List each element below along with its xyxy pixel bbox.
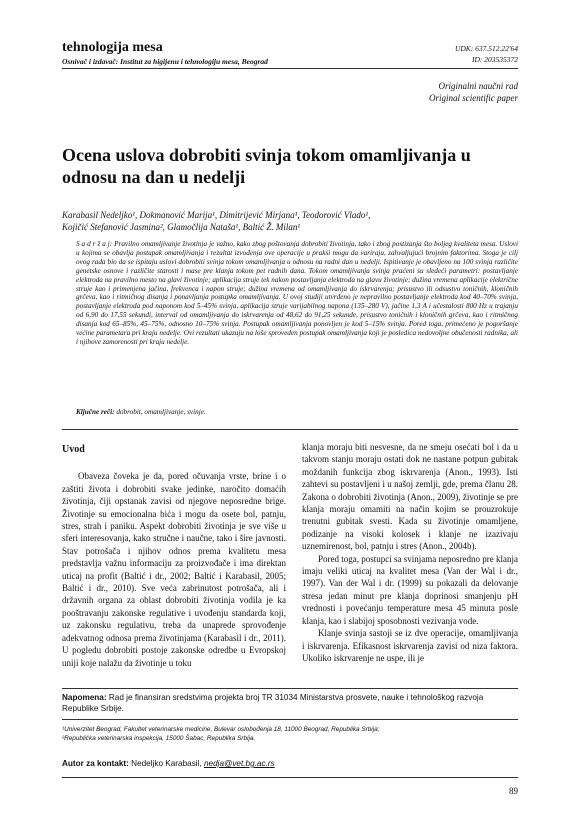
paper-type <box>429 80 518 104</box>
affiliation-1: ¹Univerzitet Beograd, Fakultet veterinarske medicine, Bulevar oslobođenja 18, 11000 Beograd, Republika Srbija; <box>62 726 380 733</box>
authors-line-1: Karabasil Nedeljko¹, Dokmanović Marija¹, Dimitrijević Mirjana¹, Teodorović Vlado¹, <box>62 210 371 220</box>
contact-author <box>62 759 275 768</box>
keywords-label: Ključne reči: <box>76 408 115 416</box>
paragraph: klanja moraju biti nesvesne, da ne smeju osećati bol i da u takvom stanju moraju ostati dok ne nastane potpun gubitak moždanih funkcija zbog iskrvarenja (Anon., 1993). Isti zahtevi su postavljeni i u našoj zemlji, gde, prema članu 28. Zakona o dobrobiti životinja (Anon., 2009), životinje se pre klanja moraju omamiti na način kojim se prouzrokuje trenutni gubitak svesti. Kada su životinje omamljene, podizanje na visoki kolosek i klanje ne izazivaju uznemirenost, bol, patnju i stres (Anon., 2004b). <box>302 442 518 552</box>
paper-type-sr: Originalni naučni rad <box>438 81 518 91</box>
paragraph: Obaveza čoveka je da, pored očuvanja vrste, brine i o zaštiti života i dobrobiti svake jedinke, naročito domaćih životinja, čiji opstanak zavisi od njegove neposredne brige. Životinje su emocionalna bića i mogu da osete bol, patnju, stres, strah i paniku. Aspekt dobrobiti životinja je sve više u sferi interesovanja, kako stručne i naučne, tako i šire javnosti. Stav potrošača i njihov odnos prema kvalitetu mesa predstavlja važnu informaciju za proizvođače i ima direktan uticaj na profit (Baltić i dr., 2002; Baltić i Karabasil, 2005; Baltić i dr., 2010). Sve veća zabrinutost potrošača, ali i državnih organa za oblast dobrobiti životinja vodila je ka pooštravanju zakonske regulative i uvođenju standarda koji, uz zakonsku regulativu, treba da unaprede sprovođenje adekvatnog odnosa prema životinjama (Karabasil i dr., 2011). U pogledu dobrobiti postoje zakonske odredbe u Evropskoj uniji koje nalažu da životinje u toku <box>62 471 286 668</box>
note-label: Napomena: <box>62 693 107 702</box>
contact-label: Autor za kontakt: <box>62 759 129 768</box>
abstract-label: S a d r ž a j: <box>76 240 113 248</box>
abstract-text: Pravilno omamljivanje životinja je važno, kako zbog poštovanja dobrobiti životinja, tako i zbog postizanja što boljeg kvaliteta mesa. Uslovi u kojima se obavlja postupak omamljivanja i rezultat izvođenja ove operacije u praksi mogu da variraju, zahvaljujući brojnim faktorima. Stoga je cilj ovog rada bio da se ispitaju uslovi dobrobiti svinja tokom omamljivanja u odnosu na radni dan u nedelji. Ispitivanje je obavljeno na 100 svinja različite genetske osnove i različite starosti i mase pre klanja tokom pet radnih dana. Tokom omamljivanja svinja praćeni su sledeći parametri: postavljanje elektroda na pravilno mesto na glavi životinje; aplikacija struje tek nakon postavljanja elektroda na glavu životinje; dužina vremena aplikacije električne struje kao i primenjena jačina, frekvenca i napon struje; dužina vremena od omamljivanja do iskrvarenja; prisustvo ili odsustvo toničnih, kloničnih grčeva, kao i ritmičnog disanja i ponavljanja postupka omamljivanja. U ovoj studiji utvrđeno je nepravilno postavljanje elektroda kod 40–70% svinja, postavljanje elektroda pod naponom kod 5–45% svinja, aplikacija struje varijabilnog napona (135–280 V), jačine 1,3 A i učestalosti 800 Hz u trajanju od 6,90 do 17,55 sekundi, interval od omamljivanja do iskrvarenja od 48,62 do 91,25 sekunde, prisustvo toničnih i kloničnih grčeva, kao i ritmičnog disanja kod 65–85%, 45–75%, odnosno 10–75% svinja. Postupak omamljivanja ponovljen je kod 5–15% svinja. Pored toga, primećeno je pogoršanje većine parametara pri kraju nedelje. Ovi rezultati ukazuju na loše sproveden postupak omamljivanja koji je posledica nedovoljne obučenosti radnika, ali i njihove zamorenosti pri kraju nedelje. <box>76 240 518 346</box>
authors-line-2: Kojičić Stefanović Jasmina², Glamočlija Nataša¹, Baltić Ž. Milan¹ <box>62 222 301 232</box>
paragraph: Klanje svinja sastoji se iz dve operacije, omamljivanja i iskrvarenja. Efikasnost iskrvarenja zavisi od niza faktora. Ukoliko iskrvarenje ne uspe, ili je <box>302 628 518 663</box>
abstract <box>76 240 518 347</box>
paragraph: Pored toga, postupci sa svinjama neposredno pre klanja imaju veliki uticaj na kvalitet mesa (Van der Wal i dr., 1997). Van der Wal i dr. (1999) su pokazali da delovanje stresa jedan minut pre klanja doprinosi smanjenju pH vrednosti i povećanju temperature mesa 45 minuta posle klanja, kao i slabijoj sposobnosti vezivanja vode. <box>302 553 518 626</box>
udk-code: UDK: 637.512.22'64 <box>454 44 518 53</box>
page-number: 89 <box>509 786 518 796</box>
affiliations <box>62 725 518 743</box>
document-id: ID: 203535372 <box>471 55 518 64</box>
keywords-text: dobrobit, omamljivanje, svinje. <box>116 408 206 416</box>
section-heading: Uvod <box>62 444 85 455</box>
keywords <box>76 408 206 416</box>
contact-name: Nedeljko Karabasil, <box>131 759 202 768</box>
paper-title: Ocena uslova dobrobiti svinja tokom omamljivanja u odnosu na dan u nedelji <box>62 145 471 187</box>
funding-note <box>62 692 518 714</box>
note-divider <box>62 688 518 689</box>
header-divider <box>62 68 518 69</box>
author-list <box>62 209 522 233</box>
note-text: Rad je finansiran sredstvima projekta broj TR 31034 Ministarstva prosvete, nauke i tehnološkog razvoja Republike Srbije. <box>62 693 484 713</box>
affiliation-divider <box>62 719 518 720</box>
affiliation-2: ²Republička veterinarska inspekcija, 15000 Šabac, Republika Srbija. <box>62 735 256 742</box>
footer-divider <box>62 777 518 778</box>
contact-email-link[interactable]: nedja@vet.bg.ac.rs <box>203 759 275 768</box>
publisher-line: Osnivač i izdavač: Institut za higijenu i tehnologiju mesa, Beograd <box>62 57 268 66</box>
paper-type-en: Original scientific paper <box>429 93 518 103</box>
abstract-divider <box>62 429 518 430</box>
left-column <box>62 444 286 669</box>
journal-name: tehnologija mesa <box>62 40 163 55</box>
right-column <box>302 441 518 664</box>
